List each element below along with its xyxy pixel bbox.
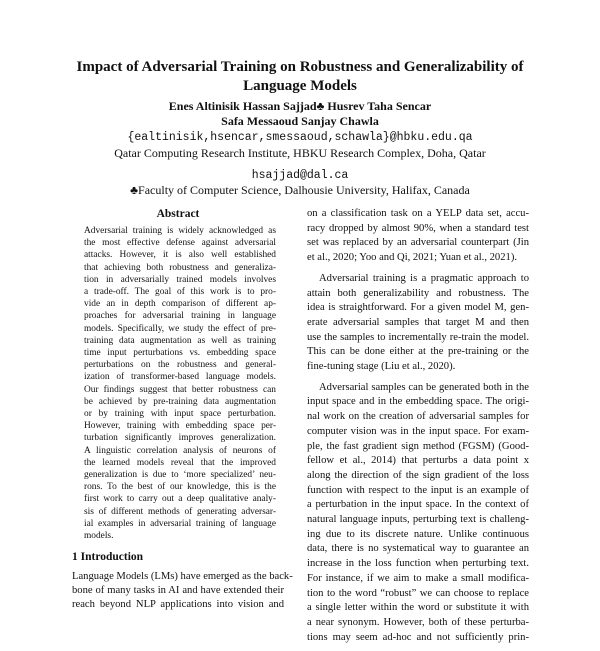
body-paragraph [307, 381, 529, 646]
body-line: natural language inputs, perturbing text is challeng- [307, 514, 529, 526]
intro-line: Language Models (LMs) have emerged as the back- [72, 571, 293, 583]
title-line: Impact of Adversarial Training on Robustness and Generalizability of [76, 59, 524, 75]
body-line: fine-tuning stage (Liu et al., 2020). [307, 361, 456, 373]
abstract-line: ial examples in adversarial training of language [84, 518, 276, 529]
abstract-line: or by training with input space perturbation. [84, 409, 276, 420]
body-line: Adversarial samples can be generated both in the [319, 381, 529, 393]
body-line: This can be done either at the pre-training or the [307, 346, 529, 358]
abstract-line: that achieving both robustness and generaliza- [84, 262, 276, 273]
introduction-text [72, 570, 293, 612]
body-line: tions may seem ad-hoc and not sufficiently prin- [307, 631, 529, 643]
affiliation-qcri: Qatar Computing Research Institute, HBKU Research Complex, Doha, Qatar [114, 146, 486, 160]
corresponding-email: hsajjad@dal.ca [251, 169, 349, 182]
body-line: idea is straightforward. For a given model M, gen- [307, 302, 529, 314]
abstract-line: vide an in depth comparison of different ap- [84, 299, 276, 310]
body-line: function with respect to the input is an example of [307, 484, 529, 496]
body-line: ing due to its discrete nature. Unlike continuous [307, 528, 529, 540]
abstract-body [72, 225, 284, 542]
intro-line: bone of many tasks in AI and have extended their [72, 585, 284, 597]
body-line: fellow et al., 2014) that perturbs a data point x [307, 455, 529, 467]
body-paragraph [307, 207, 529, 266]
abstract-heading: Abstract [156, 208, 200, 220]
body-line: computer vision was in the input space. For exam- [307, 425, 529, 437]
title-line: Language Models [243, 78, 357, 94]
author-emails: {ealtinisik,hsencar,smessaoud,schawla}@hbku.edu.qa [127, 131, 473, 144]
abstract-line: A linguistic correlation analysis of neurons of [84, 445, 276, 456]
affiliation-dalhousie: ♣Faculty of Computer Science, Dalhousie University, Halifax, Canada [130, 183, 470, 197]
abstract-line: first work to carry out a deep qualitative analy- [84, 494, 276, 505]
abstract-line: However, training with embedding space per- [84, 421, 276, 432]
body-line: nal work on the creation of adversarial samples for [307, 411, 529, 423]
section-1-heading: 1 Introduction [72, 551, 144, 564]
body-line: a perturbation in the input space. In the context of [307, 499, 529, 511]
abstract-line: proaches for adversarial training in language [84, 311, 276, 322]
body-line: erate adversarial samples that target M and then [307, 316, 529, 328]
abstract-line: ization of transformer-based language models. [84, 372, 276, 383]
right-column [307, 207, 529, 651]
abstract-line: time input perturbations vs. embedding space [84, 348, 276, 359]
body-line: Adversarial training is a pragmatic approach to [319, 272, 529, 284]
body-line: set was replaced by an adversarial counterpart (Jin [307, 237, 529, 249]
abstract-line: sis of different methods of generating adversar- [84, 506, 276, 517]
body-line: data, there is no systematical way to guarantee an [307, 543, 529, 555]
abstract-line: generalization is due to ‘more specialized’ neu- [84, 470, 276, 481]
body-line: on a classification task on a YELP data set, accu- [307, 208, 529, 219]
abstract-line: Our findings suggest that better robustness can [84, 384, 276, 395]
abstract-line: turbation significantly improves generalization. [84, 433, 276, 444]
abstract-line: a trade-off. The goal of this work is to pro- [84, 287, 276, 298]
body-paragraph [307, 272, 529, 375]
left-column [72, 207, 293, 612]
abstract-line: models. Specifically, we study the effect of pre- [84, 323, 276, 334]
authors-line-2: Safa Messaoud Sanjay Chawla [221, 114, 379, 128]
abstract-line: rons. To the best of our knowledge, this is the [84, 482, 276, 493]
abstract-line: attacks. However, it is also well established [84, 250, 276, 261]
abstract-line: tion in adversarially trained models involves [84, 274, 276, 285]
abstract-line: the learned models reveal that the improved [84, 457, 276, 468]
body-line: attain both generalizability and robustness. The [307, 287, 529, 299]
body-line: tion to the word “robust” we can choose to replace [307, 587, 529, 599]
abstract-line: be achieved by pre-training data augmentation [84, 396, 276, 407]
abstract-line: perturbations on the robustness and general- [84, 360, 276, 371]
body-line: a near synonym. However, both of these perturba- [307, 616, 529, 628]
body-line: increase in the loss function when perturbing text. [307, 558, 529, 570]
abstract-line: the most effective defense against adversarial [84, 238, 276, 249]
authors-line-1: Enes Altinisik Hassan Sajjad♣ Husrev Taha Sencar [168, 99, 432, 113]
paper-title [60, 58, 540, 96]
body-line: racy dropped by almost 90%, when a standard test [307, 222, 529, 234]
abstract-line: Adversarial training is widely acknowledged as [84, 226, 276, 236]
body-line: along the direction of the sign gradient of the loss [307, 469, 529, 481]
abstract-line: models. [84, 531, 114, 542]
intro-line: reach beyond NLP applications into vision and [72, 599, 284, 611]
body-line: et al., 2020; Yoo and Qi, 2021; Yuan et al., 2021). [307, 252, 517, 264]
body-line: input space and in the embedding space. The origi- [307, 396, 529, 408]
body-line: ple, the fast gradient sign method (FGSM) (Good- [307, 440, 529, 452]
body-line: a single letter within the word or substitute it with [307, 602, 529, 614]
body-line: use the samples to incrementally re-train the model. [307, 331, 529, 343]
body-line: For instance, if we aim to make a small modifica- [307, 572, 529, 584]
abstract-line: training data augmentation as well as training [84, 335, 276, 346]
